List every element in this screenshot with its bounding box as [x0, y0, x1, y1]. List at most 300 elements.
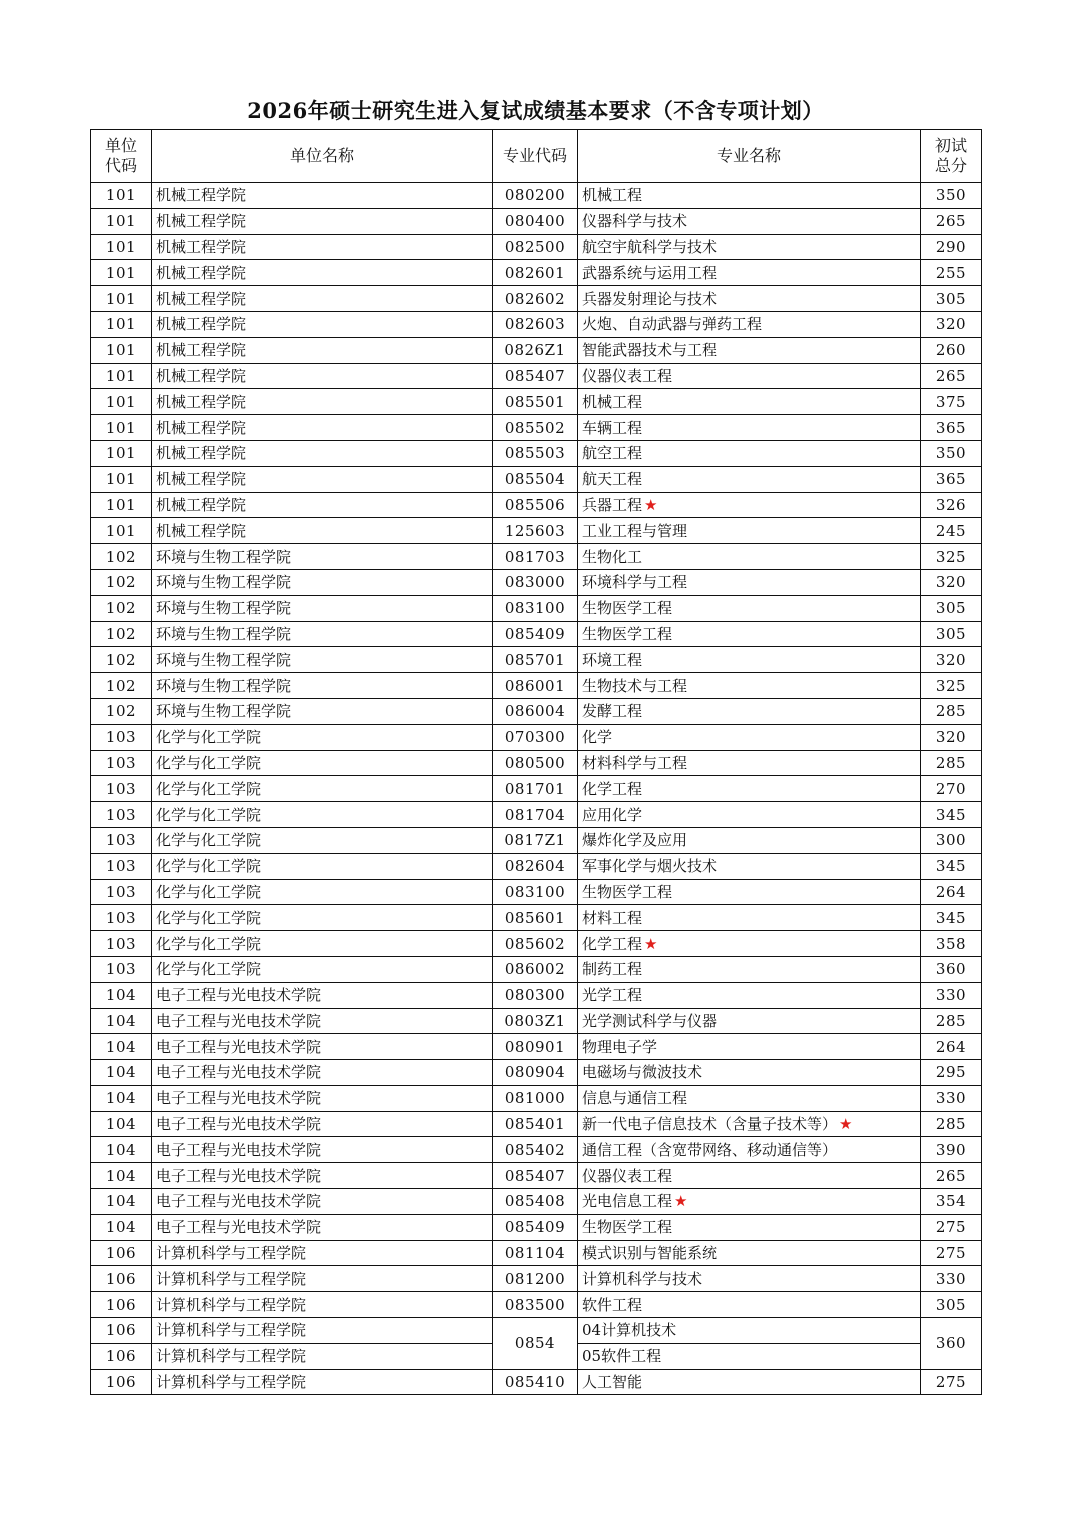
major-name-cell — [578, 260, 921, 286]
unit-code-cell: 104 — [91, 1060, 152, 1086]
unit-name-cell: 机械工程学院 — [152, 363, 493, 389]
major-name-text: 光学测试科学与仪器 — [582, 1011, 718, 1030]
major-code-cell: 083000 — [493, 569, 578, 595]
unit-name-cell: 计算机科学与工程学院 — [152, 1343, 493, 1369]
major-name-cell — [578, 208, 921, 234]
score-cell: 320 — [921, 724, 982, 750]
unit-code-cell: 103 — [91, 931, 152, 957]
major-name-cell — [578, 1266, 921, 1292]
score-cell: 330 — [921, 1266, 982, 1292]
unit-name-cell: 机械工程学院 — [152, 440, 493, 466]
major-code-cell: 081703 — [493, 544, 578, 570]
header-unit-name: 单位名称 — [152, 130, 493, 183]
table-header-row — [91, 130, 982, 183]
major-name-text: 兵器发射理论与技术 — [582, 289, 718, 308]
score-cell: 275 — [921, 1240, 982, 1266]
table-row — [91, 750, 982, 776]
header-major-code: 专业代码 — [493, 130, 578, 183]
unit-name-cell: 电子工程与光电技术学院 — [152, 982, 493, 1008]
major-name-cell — [578, 776, 921, 802]
unit-name-cell: 机械工程学院 — [152, 234, 493, 260]
unit-code-cell: 101 — [91, 440, 152, 466]
score-cell: 305 — [921, 286, 982, 312]
major-name-cell: 人工智能 — [578, 1369, 921, 1395]
table-row — [91, 363, 982, 389]
unit-name-cell: 化学与化工学院 — [152, 802, 493, 828]
major-code-cell: 081104 — [493, 1240, 578, 1266]
unit-name-cell: 环境与生物工程学院 — [152, 647, 493, 673]
unit-name-cell: 化学与化工学院 — [152, 776, 493, 802]
score-cell: 345 — [921, 905, 982, 931]
major-name-text: 航空宇航科学与技术 — [582, 237, 718, 256]
unit-name-cell: 机械工程学院 — [152, 311, 493, 337]
unit-code-cell: 102 — [91, 621, 152, 647]
major-name-text: 生物医学工程 — [582, 882, 673, 901]
major-code-cell: 086002 — [493, 956, 578, 982]
major-name-cell — [578, 466, 921, 492]
major-name-text: 环境科学与工程 — [582, 573, 688, 592]
unit-name-cell: 机械工程学院 — [152, 260, 493, 286]
major-name-cell — [578, 183, 921, 209]
score-requirements-table — [90, 129, 982, 1395]
score-cell: 365 — [921, 415, 982, 441]
unit-code-cell: 103 — [91, 750, 152, 776]
major-code-cell: 085410 — [493, 1369, 578, 1395]
table-row — [91, 1266, 982, 1292]
major-name-text: 化学工程 — [582, 934, 643, 953]
score-cell: 320 — [921, 569, 982, 595]
unit-name-cell: 电子工程与光电技术学院 — [152, 1214, 493, 1240]
table-row — [91, 1034, 982, 1060]
table-row — [91, 621, 982, 647]
major-name-cell — [578, 647, 921, 673]
unit-name-cell: 电子工程与光电技术学院 — [152, 1111, 493, 1137]
major-name-cell — [578, 724, 921, 750]
score-cell: 264 — [921, 1034, 982, 1060]
table-row — [91, 1060, 982, 1086]
major-code-cell: 085408 — [493, 1189, 578, 1215]
major-name-text: 生物医学工程 — [582, 599, 673, 618]
table-row — [91, 698, 982, 724]
major-name-cell — [578, 544, 921, 570]
table-row — [91, 673, 982, 699]
table-row — [91, 1137, 982, 1163]
major-name-cell — [578, 827, 921, 853]
table-row — [91, 827, 982, 853]
major-code-cell: 085601 — [493, 905, 578, 931]
major-name-text: 兵器工程 — [582, 495, 643, 514]
unit-name-cell: 环境与生物工程学院 — [152, 698, 493, 724]
major-name-text: 车辆工程 — [582, 418, 643, 437]
score-cell: 320 — [921, 311, 982, 337]
major-code-cell: 083100 — [493, 879, 578, 905]
table-row — [91, 931, 982, 957]
score-cell: 295 — [921, 1060, 982, 1086]
table-row — [91, 286, 982, 312]
major-name-cell — [578, 1111, 921, 1137]
unit-name-cell: 机械工程学院 — [152, 518, 493, 544]
score-cell: 345 — [921, 802, 982, 828]
major-name-text: 航空工程 — [582, 444, 643, 463]
unit-name-cell: 计算机科学与工程学院 — [152, 1266, 493, 1292]
major-name-cell — [578, 389, 921, 415]
table-row — [91, 389, 982, 415]
major-name-cell — [578, 1163, 921, 1189]
major-name-text: 材料工程 — [582, 908, 643, 927]
major-code-cell: 085407 — [493, 363, 578, 389]
unit-code-cell: 104 — [91, 1163, 152, 1189]
major-name-text: 机械工程 — [582, 186, 643, 205]
major-code-cell: 082602 — [493, 286, 578, 312]
major-name-cell — [578, 363, 921, 389]
score-cell: 390 — [921, 1137, 982, 1163]
major-name-text: 电磁场与微波技术 — [582, 1063, 703, 1082]
unit-name-cell: 环境与生物工程学院 — [152, 621, 493, 647]
unit-code-cell: 101 — [91, 492, 152, 518]
major-name-text: 发酵工程 — [582, 702, 643, 721]
major-name-text: 化学 — [582, 728, 613, 747]
major-code-cell: 085407 — [493, 1163, 578, 1189]
major-code-cell: 0817Z1 — [493, 827, 578, 853]
unit-name-cell: 计算机科学与工程学院 — [152, 1318, 493, 1344]
unit-code-cell: 102 — [91, 595, 152, 621]
major-name-text: 信息与通信工程 — [582, 1089, 688, 1108]
major-code-cell: 082601 — [493, 260, 578, 286]
score-cell: 245 — [921, 518, 982, 544]
table-row — [91, 853, 982, 879]
major-name-text: 环境工程 — [582, 650, 643, 669]
unit-code-cell: 104 — [91, 1111, 152, 1137]
major-code-cell: 085501 — [493, 389, 578, 415]
major-code-cell: 070300 — [493, 724, 578, 750]
score-cell: 285 — [921, 1111, 982, 1137]
unit-name-cell: 机械工程学院 — [152, 466, 493, 492]
star-icon: ★ — [674, 1192, 688, 1211]
table-row — [91, 905, 982, 931]
unit-code-cell: 104 — [91, 1137, 152, 1163]
major-name-text: 工业工程与管理 — [582, 521, 688, 540]
major-code-cell: 085503 — [493, 440, 578, 466]
major-code-cell: 080400 — [493, 208, 578, 234]
major-code-cell: 0803Z1 — [493, 1008, 578, 1034]
major-code-cell: 081200 — [493, 1266, 578, 1292]
major-name-cell — [578, 286, 921, 312]
major-code-cell: 082603 — [493, 311, 578, 337]
score-cell: 325 — [921, 544, 982, 570]
major-name-text: 物理电子学 — [582, 1037, 658, 1056]
table-row — [91, 208, 982, 234]
unit-code-cell: 104 — [91, 1085, 152, 1111]
unit-code-cell: 106 — [91, 1343, 152, 1369]
table-row — [91, 1085, 982, 1111]
unit-name-cell: 机械工程学院 — [152, 208, 493, 234]
unit-name-cell: 环境与生物工程学院 — [152, 569, 493, 595]
major-name-cell — [578, 750, 921, 776]
unit-code-cell: 103 — [91, 853, 152, 879]
score-cell: 285 — [921, 1008, 982, 1034]
major-name-cell — [578, 569, 921, 595]
score-cell: 260 — [921, 337, 982, 363]
major-name-cell — [578, 1292, 921, 1318]
score-cell: 270 — [921, 776, 982, 802]
table-row — [91, 337, 982, 363]
unit-name-cell: 机械工程学院 — [152, 389, 493, 415]
score-cell: 290 — [921, 234, 982, 260]
major-name-cell: 05软件工程 — [578, 1343, 921, 1369]
major-code-cell: 080901 — [493, 1034, 578, 1060]
major-code-cell: 083100 — [493, 595, 578, 621]
score-cell: 330 — [921, 982, 982, 1008]
major-name-cell — [578, 1214, 921, 1240]
major-name-cell — [578, 1240, 921, 1266]
unit-name-cell: 机械工程学院 — [152, 415, 493, 441]
score-cell: 285 — [921, 750, 982, 776]
score-cell: 354 — [921, 1189, 982, 1215]
table-row — [91, 647, 982, 673]
unit-name-cell: 计算机科学与工程学院 — [152, 1369, 493, 1395]
table-row — [91, 1111, 982, 1137]
major-name-cell — [578, 415, 921, 441]
unit-name-cell: 化学与化工学院 — [152, 905, 493, 931]
major-code-cell: 081000 — [493, 1085, 578, 1111]
unit-name-cell: 化学与化工学院 — [152, 931, 493, 957]
unit-code-cell: 101 — [91, 234, 152, 260]
major-name-text: 计算机科学与技术 — [582, 1269, 703, 1288]
table-row — [91, 569, 982, 595]
star-icon: ★ — [839, 1115, 853, 1134]
unit-code-cell: 104 — [91, 1008, 152, 1034]
major-name-cell — [578, 234, 921, 260]
table-row — [91, 956, 982, 982]
unit-code-cell: 104 — [91, 982, 152, 1008]
unit-name-cell: 电子工程与光电技术学院 — [152, 1060, 493, 1086]
unit-code-cell: 101 — [91, 311, 152, 337]
unit-name-cell: 化学与化工学院 — [152, 827, 493, 853]
unit-name-cell: 电子工程与光电技术学院 — [152, 1034, 493, 1060]
major-name-cell — [578, 337, 921, 363]
major-name-cell: 04计算机技术 — [578, 1318, 921, 1344]
table-row — [91, 183, 982, 209]
unit-name-cell: 化学与化工学院 — [152, 853, 493, 879]
major-code-cell: 125603 — [493, 518, 578, 544]
score-cell: 265 — [921, 208, 982, 234]
major-code-cell: 085602 — [493, 931, 578, 957]
major-code-cell: 081704 — [493, 802, 578, 828]
major-name-cell — [578, 492, 921, 518]
major-name-cell — [578, 1189, 921, 1215]
score-cell: 375 — [921, 389, 982, 415]
unit-code-cell: 101 — [91, 518, 152, 544]
unit-code-cell: 102 — [91, 544, 152, 570]
score-cell: 360 — [921, 956, 982, 982]
score-cell: 350 — [921, 440, 982, 466]
unit-name-cell: 化学与化工学院 — [152, 879, 493, 905]
score-cell: 350 — [921, 183, 982, 209]
unit-code-cell: 101 — [91, 415, 152, 441]
major-name-text: 火炮、自动武器与弹药工程 — [582, 315, 763, 334]
score-cell: 265 — [921, 1163, 982, 1189]
major-name-text: 光电信息工程 — [582, 1192, 673, 1211]
table-row — [91, 879, 982, 905]
star-icon: ★ — [644, 495, 658, 514]
table-row — [91, 544, 982, 570]
major-code-cell: 083500 — [493, 1292, 578, 1318]
major-name-text: 新一代电子信息技术（含量子技术等） — [582, 1115, 838, 1134]
major-name-cell — [578, 956, 921, 982]
table-row — [91, 1008, 982, 1034]
major-name-cell — [578, 595, 921, 621]
major-code-cell: 085506 — [493, 492, 578, 518]
star-icon: ★ — [644, 934, 658, 953]
major-code-cell: 080500 — [493, 750, 578, 776]
unit-name-cell: 计算机科学与工程学院 — [152, 1292, 493, 1318]
header-score: 初试总分 — [921, 130, 982, 183]
unit-code-cell: 102 — [91, 569, 152, 595]
major-code-cell: 085409 — [493, 1214, 578, 1240]
unit-code-cell: 101 — [91, 337, 152, 363]
score-cell: 305 — [921, 595, 982, 621]
major-name-text: 模式识别与智能系统 — [582, 1244, 718, 1263]
major-code-cell: 081701 — [493, 776, 578, 802]
unit-code-cell: 106 — [91, 1292, 152, 1318]
unit-name-cell: 机械工程学院 — [152, 183, 493, 209]
major-name-text: 软件工程 — [582, 1295, 643, 1314]
major-name-text: 生物技术与工程 — [582, 676, 688, 695]
unit-code-cell: 102 — [91, 698, 152, 724]
major-name-cell — [578, 931, 921, 957]
unit-code-cell: 102 — [91, 647, 152, 673]
score-cell: 275 — [921, 1214, 982, 1240]
unit-code-cell: 101 — [91, 286, 152, 312]
document-title: 2026年硕士研究生进入复试成绩基本要求（不含专项计划） — [247, 98, 824, 123]
score-cell: 360 — [921, 1318, 982, 1370]
unit-code-cell: 106 — [91, 1266, 152, 1292]
table-row — [91, 492, 982, 518]
major-name-text: 军事化学与烟火技术 — [582, 857, 718, 876]
major-code-cell: 085701 — [493, 647, 578, 673]
unit-code-cell: 101 — [91, 183, 152, 209]
table-row — [91, 1240, 982, 1266]
major-name-cell — [578, 1137, 921, 1163]
unit-code-cell: 101 — [91, 466, 152, 492]
major-name-cell — [578, 311, 921, 337]
table-row — [91, 1318, 982, 1344]
unit-code-cell: 101 — [91, 363, 152, 389]
major-code-cell: 080200 — [493, 183, 578, 209]
table-row — [91, 466, 982, 492]
unit-code-cell: 106 — [91, 1240, 152, 1266]
major-name-cell — [578, 1034, 921, 1060]
major-name-text: 制药工程 — [582, 960, 643, 979]
major-name-text: 航天工程 — [582, 470, 643, 489]
major-name-text: 生物化工 — [582, 547, 643, 566]
major-code-cell: 082500 — [493, 234, 578, 260]
major-code-cell: 085504 — [493, 466, 578, 492]
unit-code-cell: 103 — [91, 956, 152, 982]
major-name-text: 通信工程（含宽带网络、移动通信等） — [582, 1140, 838, 1159]
major-name-cell — [578, 982, 921, 1008]
major-name-text: 生物医学工程 — [582, 1218, 673, 1237]
major-name-text: 仪器仪表工程 — [582, 1166, 673, 1185]
score-cell: 345 — [921, 853, 982, 879]
score-cell: 300 — [921, 827, 982, 853]
unit-code-cell: 104 — [91, 1189, 152, 1215]
major-name-text: 机械工程 — [582, 392, 643, 411]
major-name-cell — [578, 1085, 921, 1111]
header-major-name: 专业名称 — [578, 130, 921, 183]
table-row — [91, 1189, 982, 1215]
unit-code-cell: 101 — [91, 389, 152, 415]
unit-code-cell: 103 — [91, 776, 152, 802]
unit-name-cell: 环境与生物工程学院 — [152, 544, 493, 570]
major-code-cell: 0826Z1 — [493, 337, 578, 363]
major-code-cell: 0854 — [493, 1318, 578, 1370]
unit-name-cell: 电子工程与光电技术学院 — [152, 1085, 493, 1111]
unit-name-cell: 化学与化工学院 — [152, 750, 493, 776]
unit-code-cell: 102 — [91, 673, 152, 699]
table-row — [91, 1214, 982, 1240]
score-cell: 305 — [921, 1292, 982, 1318]
table-row — [91, 1292, 982, 1318]
unit-code-cell: 104 — [91, 1214, 152, 1240]
unit-code-cell: 101 — [91, 260, 152, 286]
major-name-cell — [578, 802, 921, 828]
major-name-cell — [578, 698, 921, 724]
major-name-cell — [578, 853, 921, 879]
unit-code-cell: 103 — [91, 724, 152, 750]
major-code-cell: 085502 — [493, 415, 578, 441]
unit-code-cell: 103 — [91, 827, 152, 853]
major-name-text: 化学工程 — [582, 779, 643, 798]
unit-name-cell: 计算机科学与工程学院 — [152, 1240, 493, 1266]
unit-code-cell: 103 — [91, 879, 152, 905]
unit-code-cell: 106 — [91, 1318, 152, 1344]
score-cell: 264 — [921, 879, 982, 905]
major-code-cell: 085401 — [493, 1111, 578, 1137]
unit-name-cell: 电子工程与光电技术学院 — [152, 1163, 493, 1189]
table-row — [91, 802, 982, 828]
major-name-cell — [578, 879, 921, 905]
major-name-text: 生物医学工程 — [582, 624, 673, 643]
major-name-text: 仪器科学与技术 — [582, 212, 688, 231]
major-name-cell — [578, 621, 921, 647]
score-cell: 325 — [921, 673, 982, 699]
table-row — [91, 311, 982, 337]
unit-name-cell: 化学与化工学院 — [152, 724, 493, 750]
major-code-cell: 082604 — [493, 853, 578, 879]
major-code-cell: 080904 — [493, 1060, 578, 1086]
score-cell: 365 — [921, 466, 982, 492]
score-cell: 255 — [921, 260, 982, 286]
table-row — [91, 724, 982, 750]
major-name-cell — [578, 518, 921, 544]
table-row — [91, 518, 982, 544]
unit-name-cell: 环境与生物工程学院 — [152, 595, 493, 621]
unit-code-cell: 101 — [91, 208, 152, 234]
table-row — [91, 260, 982, 286]
score-cell: 275 — [921, 1369, 982, 1395]
major-code-cell: 085409 — [493, 621, 578, 647]
major-code-cell: 080300 — [493, 982, 578, 1008]
major-name-text: 爆炸化学及应用 — [582, 831, 688, 850]
major-code-cell: 086001 — [493, 673, 578, 699]
table-row — [91, 1369, 982, 1395]
table-row — [91, 1163, 982, 1189]
table-row — [91, 776, 982, 802]
unit-code-cell: 103 — [91, 905, 152, 931]
unit-name-cell: 环境与生物工程学院 — [152, 673, 493, 699]
major-name-text: 智能武器技术与工程 — [582, 341, 718, 360]
